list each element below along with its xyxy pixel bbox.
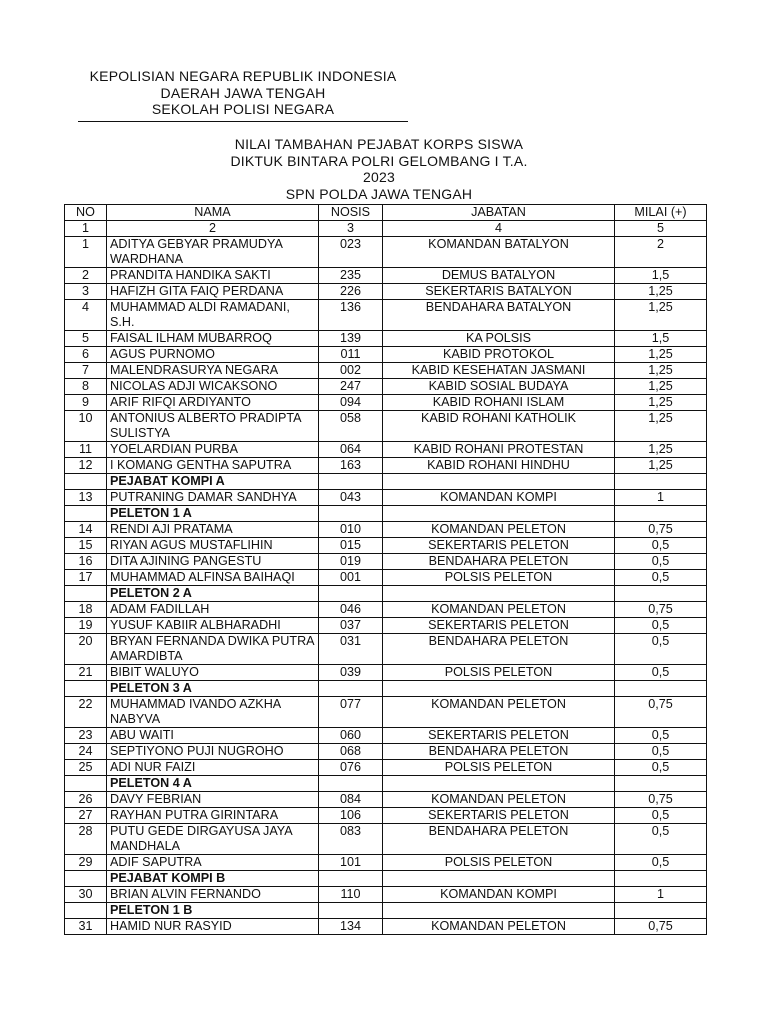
member-name: BRYAN FERNANDA DWIKA PUTRA AMARDIBTA bbox=[107, 634, 319, 665]
score-cell: 1 bbox=[615, 490, 707, 506]
empty-cell bbox=[65, 474, 107, 490]
score-cell: 1,25 bbox=[615, 284, 707, 300]
score-cell: 1 bbox=[615, 887, 707, 903]
row-number: 8 bbox=[65, 379, 107, 395]
empty-cell bbox=[615, 474, 707, 490]
score-cell: 0,75 bbox=[615, 919, 707, 935]
row-number: 19 bbox=[65, 618, 107, 634]
empty-cell bbox=[383, 474, 615, 490]
position-cell: KOMANDAN PELETON bbox=[383, 522, 615, 538]
empty-cell bbox=[383, 871, 615, 887]
member-name: ADIF SAPUTRA bbox=[107, 855, 319, 871]
member-name: ADAM FADILLAH bbox=[107, 602, 319, 618]
row-number: 29 bbox=[65, 855, 107, 871]
row-number: 3 bbox=[65, 284, 107, 300]
position-cell: DEMUS BATALYON bbox=[383, 268, 615, 284]
column-header: NO bbox=[65, 205, 107, 221]
nosis-cell: 101 bbox=[319, 855, 383, 871]
score-cell: 0,5 bbox=[615, 618, 707, 634]
position-cell: KABID PROTOKOL bbox=[383, 347, 615, 363]
nosis-cell: 110 bbox=[319, 887, 383, 903]
institution-line: SEKOLAH POLISI NEGARA bbox=[151, 101, 335, 117]
score-cell: 1,5 bbox=[615, 331, 707, 347]
nosis-cell: 010 bbox=[319, 522, 383, 538]
table-row bbox=[65, 458, 707, 474]
institution-header bbox=[78, 68, 408, 122]
nosis-cell: 094 bbox=[319, 395, 383, 411]
empty-cell bbox=[615, 871, 707, 887]
empty-cell bbox=[615, 776, 707, 792]
row-number: 1 bbox=[65, 237, 107, 268]
member-name: I KOMANG GENTHA SAPUTRA bbox=[107, 458, 319, 474]
table-header-row bbox=[65, 205, 707, 221]
nosis-cell: 043 bbox=[319, 490, 383, 506]
row-number: 11 bbox=[65, 442, 107, 458]
score-cell: 0,5 bbox=[615, 855, 707, 871]
nosis-cell: 076 bbox=[319, 760, 383, 776]
position-cell: KABID ROHANI HINDHU bbox=[383, 458, 615, 474]
position-cell: KA POLSIS bbox=[383, 331, 615, 347]
member-name: HAFIZH GITA FAIQ PERDANA bbox=[107, 284, 319, 300]
row-number: 4 bbox=[65, 300, 107, 331]
table-row bbox=[65, 618, 707, 634]
member-name: PUTRANING DAMAR SANDHYA bbox=[107, 490, 319, 506]
section-label: PELETON 1 A bbox=[107, 506, 319, 522]
table-row bbox=[65, 538, 707, 554]
score-cell: 1,25 bbox=[615, 411, 707, 442]
score-cell: 0,5 bbox=[615, 824, 707, 855]
table-row bbox=[65, 363, 707, 379]
row-number: 14 bbox=[65, 522, 107, 538]
table-row bbox=[65, 665, 707, 681]
column-number-row bbox=[65, 221, 707, 237]
position-cell: POLSIS PELETON bbox=[383, 855, 615, 871]
column-number: 3 bbox=[319, 221, 383, 237]
position-cell: KOMANDAN BATALYON bbox=[383, 237, 615, 268]
table-row bbox=[65, 728, 707, 744]
member-name: YUSUF KABIIR ALBHARADHI bbox=[107, 618, 319, 634]
table-row bbox=[65, 634, 707, 665]
column-number: 2 bbox=[107, 221, 319, 237]
empty-cell bbox=[383, 681, 615, 697]
member-name: RENDI AJI PRATAMA bbox=[107, 522, 319, 538]
row-number: 22 bbox=[65, 697, 107, 728]
position-cell: KABID ROHANI KATHOLIK bbox=[383, 411, 615, 442]
member-name: ARIF RIFQI ARDIYANTO bbox=[107, 395, 319, 411]
member-name: NICOLAS ADJI WICAKSONO bbox=[107, 379, 319, 395]
empty-cell bbox=[319, 903, 383, 919]
row-number: 20 bbox=[65, 634, 107, 665]
empty-cell bbox=[615, 586, 707, 602]
member-name: DITA AJINING PANGESTU bbox=[107, 554, 319, 570]
nosis-cell: 226 bbox=[319, 284, 383, 300]
table-row bbox=[65, 284, 707, 300]
nosis-cell: 031 bbox=[319, 634, 383, 665]
position-cell: KABID KESEHATAN JASMANI bbox=[383, 363, 615, 379]
table-row bbox=[65, 697, 707, 728]
title-line: SPN POLDA JAWA TENGAH bbox=[285, 185, 473, 202]
position-cell: SEKERTARIS PELETON bbox=[383, 538, 615, 554]
nosis-cell: 019 bbox=[319, 554, 383, 570]
score-cell: 1,5 bbox=[615, 268, 707, 284]
member-name: FAISAL ILHAM MUBARROQ bbox=[107, 331, 319, 347]
position-cell: SEKERTARIS PELETON bbox=[383, 808, 615, 824]
table-row bbox=[65, 554, 707, 570]
row-number: 23 bbox=[65, 728, 107, 744]
empty-cell bbox=[383, 506, 615, 522]
section-row bbox=[65, 903, 707, 919]
row-number: 2 bbox=[65, 268, 107, 284]
row-number: 9 bbox=[65, 395, 107, 411]
row-number: 28 bbox=[65, 824, 107, 855]
nosis-cell: 077 bbox=[319, 697, 383, 728]
member-name: PUTU GEDE DIRGAYUSA JAYA MANDHALA bbox=[107, 824, 319, 855]
position-cell: KOMANDAN PELETON bbox=[383, 697, 615, 728]
nosis-cell: 136 bbox=[319, 300, 383, 331]
institution-line: KEPOLISIAN NEGARA REPUBLIK INDONESIA bbox=[89, 68, 397, 84]
empty-cell bbox=[65, 871, 107, 887]
empty-cell bbox=[383, 776, 615, 792]
member-name: ANTONIUS ALBERTO PRADIPTA SULISTYA bbox=[107, 411, 319, 442]
empty-cell bbox=[319, 474, 383, 490]
score-cell: 0,5 bbox=[615, 728, 707, 744]
nosis-cell: 068 bbox=[319, 744, 383, 760]
member-name: YOELARDIAN PURBA bbox=[107, 442, 319, 458]
member-name: ABU WAITI bbox=[107, 728, 319, 744]
table-row bbox=[65, 855, 707, 871]
position-cell: KOMANDAN PELETON bbox=[383, 602, 615, 618]
table-row bbox=[65, 760, 707, 776]
row-number: 13 bbox=[65, 490, 107, 506]
table-row bbox=[65, 792, 707, 808]
empty-cell bbox=[615, 903, 707, 919]
score-table bbox=[64, 204, 707, 935]
nosis-cell: 163 bbox=[319, 458, 383, 474]
nosis-cell: 002 bbox=[319, 363, 383, 379]
nosis-cell: 058 bbox=[319, 411, 383, 442]
nosis-cell: 106 bbox=[319, 808, 383, 824]
empty-cell bbox=[65, 776, 107, 792]
row-number: 6 bbox=[65, 347, 107, 363]
column-header: MILAI (+) bbox=[615, 205, 707, 221]
score-cell: 0,5 bbox=[615, 760, 707, 776]
row-number: 21 bbox=[65, 665, 107, 681]
table-row bbox=[65, 395, 707, 411]
column-number: 5 bbox=[615, 221, 707, 237]
section-label: PELETON 1 B bbox=[107, 903, 319, 919]
section-label: PELETON 3 A bbox=[107, 681, 319, 697]
member-name: MUHAMMAD ALDI RAMADANI, S.H. bbox=[107, 300, 319, 331]
nosis-cell: 064 bbox=[319, 442, 383, 458]
section-row bbox=[65, 681, 707, 697]
table-row bbox=[65, 442, 707, 458]
nosis-cell: 001 bbox=[319, 570, 383, 586]
table-row bbox=[65, 919, 707, 935]
title-line: DIKTUK BINTARA POLRI GELOMBANG I T.A. 2023 bbox=[230, 152, 528, 185]
member-name: BRIAN ALVIN FERNANDO bbox=[107, 887, 319, 903]
nosis-cell: 235 bbox=[319, 268, 383, 284]
member-name: RIYAN AGUS MUSTAFLIHIN bbox=[107, 538, 319, 554]
position-cell: KABID ROHANI PROTESTAN bbox=[383, 442, 615, 458]
score-cell: 1,25 bbox=[615, 395, 707, 411]
column-header: JABATAN bbox=[383, 205, 615, 221]
nosis-cell: 247 bbox=[319, 379, 383, 395]
member-name: DAVY FEBRIAN bbox=[107, 792, 319, 808]
row-number: 12 bbox=[65, 458, 107, 474]
score-cell: 0,5 bbox=[615, 634, 707, 665]
score-cell: 0,75 bbox=[615, 522, 707, 538]
position-cell: POLSIS PELETON bbox=[383, 760, 615, 776]
nosis-cell: 060 bbox=[319, 728, 383, 744]
empty-cell bbox=[319, 681, 383, 697]
table-row bbox=[65, 808, 707, 824]
table-row bbox=[65, 490, 707, 506]
column-number: 1 bbox=[65, 221, 107, 237]
row-number: 27 bbox=[65, 808, 107, 824]
section-row bbox=[65, 586, 707, 602]
position-cell: KOMANDAN KOMPI bbox=[383, 887, 615, 903]
row-number: 25 bbox=[65, 760, 107, 776]
empty-cell bbox=[615, 681, 707, 697]
empty-cell bbox=[383, 586, 615, 602]
position-cell: SEKERTARIS PELETON bbox=[383, 728, 615, 744]
member-name: PRANDITA HANDIKA SAKTI bbox=[107, 268, 319, 284]
score-cell: 0,75 bbox=[615, 697, 707, 728]
member-name: HAMID NUR RASYID bbox=[107, 919, 319, 935]
row-number: 10 bbox=[65, 411, 107, 442]
position-cell: POLSIS PELETON bbox=[383, 570, 615, 586]
member-name: AGUS PURNOMO bbox=[107, 347, 319, 363]
nosis-cell: 046 bbox=[319, 602, 383, 618]
row-number: 5 bbox=[65, 331, 107, 347]
position-cell: SEKERTARIS BATALYON bbox=[383, 284, 615, 300]
score-cell: 1,25 bbox=[615, 458, 707, 474]
member-name: MALENDRASURYA NEGARA bbox=[107, 363, 319, 379]
empty-cell bbox=[383, 903, 615, 919]
section-label: PELETON 4 A bbox=[107, 776, 319, 792]
empty-cell bbox=[65, 681, 107, 697]
empty-cell bbox=[319, 776, 383, 792]
position-cell: BENDAHARA BATALYON bbox=[383, 300, 615, 331]
position-cell: KOMANDAN PELETON bbox=[383, 792, 615, 808]
member-name: RAYHAN PUTRA GIRINTARA bbox=[107, 808, 319, 824]
row-number: 15 bbox=[65, 538, 107, 554]
empty-cell bbox=[615, 506, 707, 522]
score-cell: 0,5 bbox=[615, 538, 707, 554]
score-cell: 0,5 bbox=[615, 554, 707, 570]
empty-cell bbox=[319, 586, 383, 602]
table-row bbox=[65, 237, 707, 268]
section-row bbox=[65, 776, 707, 792]
row-number: 31 bbox=[65, 919, 107, 935]
score-cell: 2 bbox=[615, 237, 707, 268]
score-cell: 0,75 bbox=[615, 792, 707, 808]
nosis-cell: 083 bbox=[319, 824, 383, 855]
position-cell: SEKERTARIS PELETON bbox=[383, 618, 615, 634]
position-cell: KOMANDAN KOMPI bbox=[383, 490, 615, 506]
table-row bbox=[65, 347, 707, 363]
empty-cell bbox=[319, 506, 383, 522]
title-line: NILAI TAMBAHAN PEJABAT KORPS SISWA bbox=[234, 136, 524, 152]
position-cell: KABID ROHANI ISLAM bbox=[383, 395, 615, 411]
nosis-cell: 011 bbox=[319, 347, 383, 363]
member-name: MUHAMMAD IVANDO AZKHA NABYVA bbox=[107, 697, 319, 728]
table-row bbox=[65, 379, 707, 395]
position-cell: BENDAHARA PELETON bbox=[383, 634, 615, 665]
member-name: BIBIT WALUYO bbox=[107, 665, 319, 681]
nosis-cell: 084 bbox=[319, 792, 383, 808]
member-name: MUHAMMAD ALFINSA BAIHAQI bbox=[107, 570, 319, 586]
score-cell: 0,5 bbox=[615, 665, 707, 681]
institution-line: DAERAH JAWA TENGAH bbox=[160, 84, 326, 101]
score-cell: 1,25 bbox=[615, 379, 707, 395]
nosis-cell: 039 bbox=[319, 665, 383, 681]
table-row bbox=[65, 824, 707, 855]
column-header: NAMA bbox=[107, 205, 319, 221]
table-row bbox=[65, 331, 707, 347]
score-cell: 1,25 bbox=[615, 442, 707, 458]
empty-cell bbox=[65, 586, 107, 602]
section-label: PEJABAT KOMPI B bbox=[107, 871, 319, 887]
table-row bbox=[65, 300, 707, 331]
position-cell: BENDAHARA PELETON bbox=[383, 744, 615, 760]
row-number: 24 bbox=[65, 744, 107, 760]
score-cell: 0,5 bbox=[615, 744, 707, 760]
member-name: ADITYA GEBYAR PRAMUDYA WARDHANA bbox=[107, 237, 319, 268]
position-cell: KOMANDAN PELETON bbox=[383, 919, 615, 935]
column-number: 4 bbox=[383, 221, 615, 237]
table-row bbox=[65, 411, 707, 442]
table-row bbox=[65, 570, 707, 586]
score-cell: 1,25 bbox=[615, 300, 707, 331]
score-cell: 1,25 bbox=[615, 347, 707, 363]
nosis-cell: 139 bbox=[319, 331, 383, 347]
table-row bbox=[65, 268, 707, 284]
nosis-cell: 134 bbox=[319, 919, 383, 935]
empty-cell bbox=[319, 871, 383, 887]
section-row bbox=[65, 871, 707, 887]
position-cell: KABID SOSIAL BUDAYA bbox=[383, 379, 615, 395]
score-cell: 0,5 bbox=[615, 808, 707, 824]
section-row bbox=[65, 506, 707, 522]
position-cell: POLSIS PELETON bbox=[383, 665, 615, 681]
member-name: ADI NUR FAIZI bbox=[107, 760, 319, 776]
nosis-cell: 023 bbox=[319, 237, 383, 268]
table-row bbox=[65, 887, 707, 903]
row-number: 7 bbox=[65, 363, 107, 379]
score-cell: 0,75 bbox=[615, 602, 707, 618]
row-number: 16 bbox=[65, 554, 107, 570]
row-number: 17 bbox=[65, 570, 107, 586]
section-row bbox=[65, 474, 707, 490]
score-cell: 0,5 bbox=[615, 570, 707, 586]
empty-cell bbox=[65, 506, 107, 522]
member-name: SEPTIYONO PUJI NUGROHO bbox=[107, 744, 319, 760]
nosis-cell: 037 bbox=[319, 618, 383, 634]
row-number: 30 bbox=[65, 887, 107, 903]
section-label: PELETON 2 A bbox=[107, 586, 319, 602]
column-header: NOSIS bbox=[319, 205, 383, 221]
section-label: PEJABAT KOMPI A bbox=[107, 474, 319, 490]
table-row bbox=[65, 744, 707, 760]
document-title bbox=[215, 136, 543, 205]
position-cell: BENDAHARA PELETON bbox=[383, 554, 615, 570]
row-number: 18 bbox=[65, 602, 107, 618]
row-number: 26 bbox=[65, 792, 107, 808]
header-underline bbox=[78, 121, 408, 122]
table-row bbox=[65, 522, 707, 538]
score-cell: 1,25 bbox=[615, 363, 707, 379]
nosis-cell: 015 bbox=[319, 538, 383, 554]
empty-cell bbox=[65, 903, 107, 919]
position-cell: BENDAHARA PELETON bbox=[383, 824, 615, 855]
table-row bbox=[65, 602, 707, 618]
